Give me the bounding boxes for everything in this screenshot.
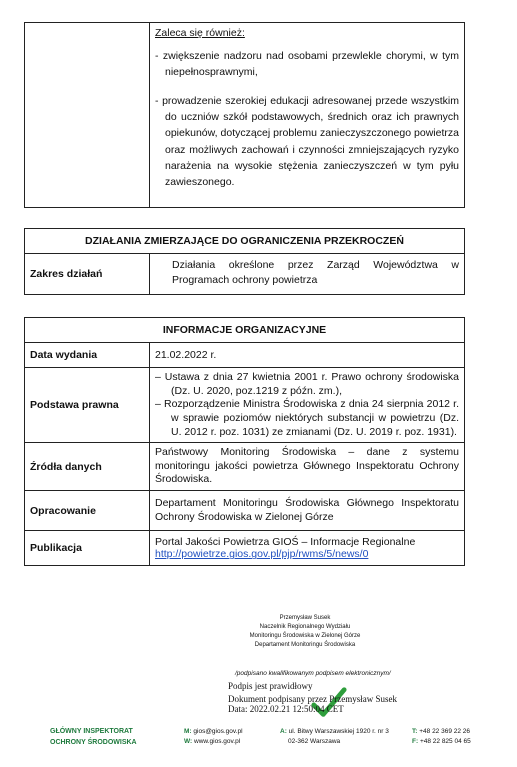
- sources-label: Źródła danych: [25, 443, 150, 491]
- recommendations-cell: [150, 23, 465, 208]
- publication-cell: [150, 531, 465, 566]
- footer-phone: [412, 727, 471, 747]
- signature-block: [180, 614, 430, 650]
- empty-label-cell: [25, 23, 150, 208]
- date-label: Data wydania: [25, 343, 150, 368]
- signature-valid: Podpis jest prawidłowy: [228, 681, 313, 691]
- org-info-table: [24, 317, 465, 566]
- prepared-value: Departament Monitoringu Środowiska Głównego Inspektoratu Ochrony Środowiska w Zielonej Górze: [150, 491, 465, 531]
- prepared-label: Opracowanie: [25, 491, 150, 531]
- recommendation-item: - prowadzenie szerokiej edukacji adresowanej przede wszystkim do uczniów szkół podstawowych, średnich oraz ich prawnych opiekunów, dotyczącej problemu zanieczyszczonego powietrza oraz możliwych zachowań i czynności zmniejszających ryzyko narażenia na wysokie stężenia zanieczyszczeń w tym pyłu zawieszonego.: [155, 94, 459, 189]
- legal-basis-cell: [150, 368, 465, 443]
- signature-note: /podpisano kwalifikowanym podpisem elektronicznym/: [235, 670, 391, 677]
- footer-tel: +48 22 369 22 26: [419, 728, 471, 735]
- recommendation-item: - zwiększenie nadzoru nad osobami przewlekle chorymi, w tym niepełnosprawnymi,: [155, 50, 459, 79]
- footer-address-line2: 02-362 Warszawa: [288, 737, 341, 745]
- brand-line2: OCHRONY ŚRODOWISKA: [50, 738, 137, 746]
- actions-table: [24, 228, 465, 295]
- footer-fax: +48 22 825 04 65: [419, 737, 471, 745]
- publication-link[interactable]: http://powietrze.gios.gov.pl/pjp/rwms/5/news/0: [155, 548, 369, 561]
- footer-mail[interactable]: gios@gios.gov.pl: [193, 728, 243, 735]
- publication-text: Portal Jakości Powietrza GIOŚ – Informacje Regionalne: [155, 536, 416, 549]
- fax-label: F:: [412, 737, 419, 745]
- web-label: W:: [184, 737, 193, 745]
- recommendations-table: [24, 22, 465, 208]
- legal-basis-item: – Ustawa z dnia 27 kwietnia 2001 r. Prawo ochrony środowiska (Dz. U. 2020, poz.1219 z późn. zm.),: [155, 371, 459, 397]
- org-info-title: INFORMACJE ORGANIZACYJNE: [25, 318, 465, 343]
- actions-value: Działania określone przez Zarząd Województwa w Programach ochrony powietrza: [150, 254, 465, 295]
- signature-date: Data: 2022.02.21 12:50:04 CET: [228, 704, 344, 714]
- date-value: 21.02.2022 r.: [150, 343, 465, 368]
- signer-name: Przemysław Susek: [279, 615, 331, 621]
- mail-label: M:: [184, 728, 192, 735]
- addr-label: A:: [280, 728, 287, 735]
- legal-basis-item: – Rozporządzenie Ministra Środowiska z dnia 24 sierpnia 2012 r. w sprawie poziomów niektórych substancji w powietrzu (Dz. U. 2012 r. poz. 1031) ze zmianami (Dz. U. 2019 r. poz. 1931).: [155, 398, 459, 438]
- footer-address: [280, 727, 389, 747]
- publication-label: Publikacja: [25, 531, 150, 566]
- footer-address-line1: ul. Bitwy Warszawskiej 1920 r. nr 3: [288, 728, 389, 735]
- actions-title: DZIAŁANIA ZMIERZAJĄCE DO OGRANICZENIA PRZEKROCZEŃ: [25, 229, 465, 254]
- recommendations-heading: Zaleca się również:: [155, 27, 245, 39]
- signer-title-line2: Monitoringu Środowiska w Zielonej Górze: [249, 633, 361, 639]
- signer-title-line1: Naczelnik Regionalnego Wydziału: [259, 624, 351, 630]
- brand-line1: GŁÓWNY INSPEKTORAT: [50, 728, 133, 735]
- footer-web[interactable]: www.gios.gov.pl: [194, 737, 241, 745]
- sources-value: Państwowy Monitoring Środowiska – dane z systemu monitoringu jakości powietrza Głównego Inspektoratu Ochrony Środowiska.: [150, 443, 465, 491]
- footer-contact: [184, 727, 243, 747]
- footer-brand: [50, 727, 137, 748]
- signature-signed-by: Dokument podpisany przez Przemysław Susek: [228, 694, 397, 704]
- signer-title-line3: Departament Monitoringu Środowiska: [254, 642, 356, 648]
- tel-label: T:: [412, 728, 418, 735]
- actions-label: Zakres działań: [25, 254, 150, 295]
- legal-basis-label: Podstawa prawna: [25, 368, 150, 443]
